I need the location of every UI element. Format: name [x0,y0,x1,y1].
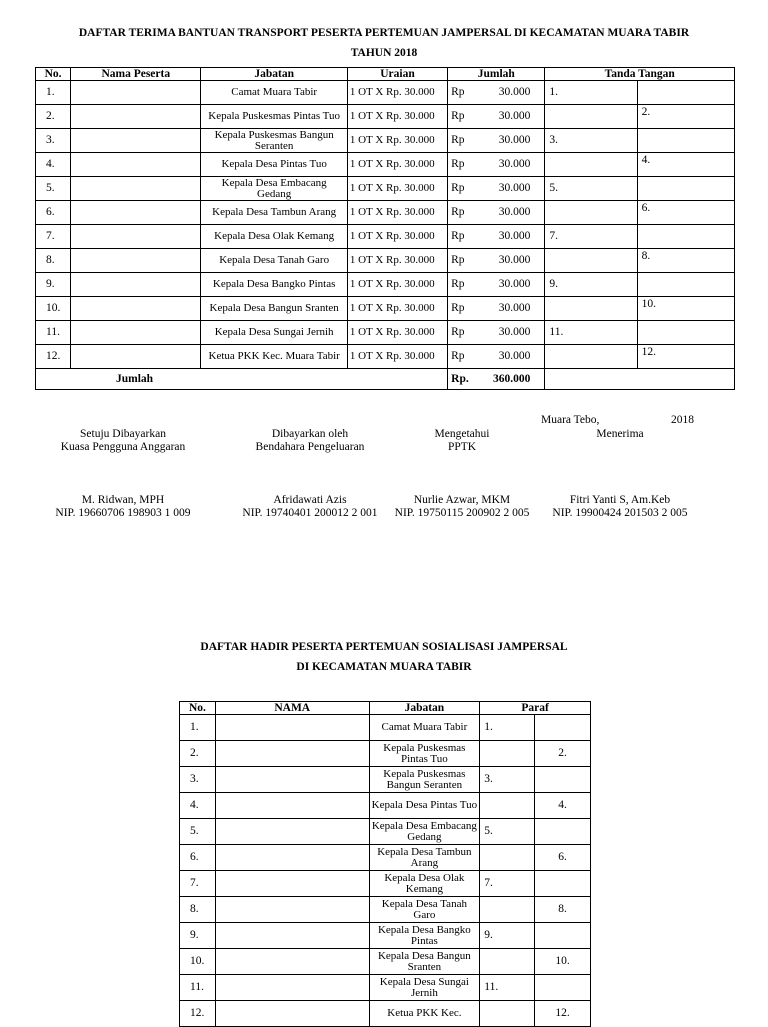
row-no: 10. [36,297,71,321]
amount-cell: 30.000 [478,321,545,345]
attendance-table [179,701,591,1027]
uraian-cell: 1 OT X Rp. 30.000 [347,297,447,321]
table-row [36,129,735,153]
jabatan-cell: Camat Muara Tabir [369,715,480,741]
transport-table [35,67,735,390]
uraian-cell: 1 OT X Rp. 30.000 [347,345,447,369]
nama-cell[interactable] [215,871,369,897]
row-no: 12. [36,345,71,369]
paraf-right-cell[interactable]: 6. [535,845,591,871]
signature-right-cell[interactable] [637,177,734,201]
rp-cell: Rp [448,105,478,129]
rp-cell: Rp [448,129,478,153]
total-blank [545,369,735,390]
nama-cell[interactable] [215,923,369,949]
paraf-right-cell[interactable] [535,819,591,845]
doc2-title: DAFTAR HADIR PESERTA PERTEMUAN SOSIALISASI JAMPERSAL [200,641,568,653]
table-header [36,68,735,81]
table-row [180,897,591,923]
nama-cell[interactable] [215,975,369,1001]
signer-nip: NIP. 19740401 200012 2 001 [242,507,378,519]
table-row [36,105,735,129]
signer-name: M. Ridwan, MPH [81,494,165,506]
paraf-right-cell[interactable]: 8. [535,897,591,923]
row-no: 10. [180,949,216,975]
paraf-right-cell[interactable] [535,871,591,897]
paraf-left-cell[interactable]: 11. [480,975,535,1001]
nama-cell[interactable] [215,897,369,923]
table-row [180,793,591,819]
nama-cell[interactable] [215,741,369,767]
rp-cell: Rp [448,153,478,177]
signer-name: Nurlie Azwar, MKM [413,494,511,506]
paraf-left-cell[interactable] [480,741,535,767]
signature-right-cell[interactable]: 2. [637,105,734,129]
paraf-left-cell[interactable]: 1. [480,715,535,741]
jabatan-cell: Ketua PKK Kec. Muara Tabir [201,345,347,369]
signature-left-cell[interactable] [545,201,637,225]
jabatan-cell: Kepala Desa Pintas Tuo [369,793,480,819]
signature-right-cell[interactable] [637,129,734,153]
signature-left-cell[interactable]: 11. [545,321,637,345]
year-text: 2018 [671,414,694,426]
sig-line2: Bendahara Pengeluaran [255,441,365,453]
nama-cell[interactable] [215,767,369,793]
jabatan-cell: Kepala Desa Olak Kemang [369,871,480,897]
jabatan-cell: Kepala Desa Embacang Gedang [201,177,347,201]
nama-cell[interactable] [215,793,369,819]
jabatan-cell: Kepala Desa Pintas Tuo [201,153,347,177]
nama-cell[interactable] [71,297,201,321]
jabatan-cell: Kepala Desa Bangun Sranten [369,949,480,975]
jabatan-cell: Kepala Desa Tanah Garo [369,897,480,923]
uraian-cell: 1 OT X Rp. 30.000 [347,81,447,105]
signer-bendahara [220,494,400,520]
signer-pptk [382,494,542,520]
table-row [36,201,735,225]
rp-cell: Rp [448,81,478,105]
signature-right-cell[interactable] [637,81,734,105]
jabatan-cell: Kepala Desa Bangko Pintas [201,273,347,297]
nama-cell[interactable] [215,715,369,741]
table-row [36,297,735,321]
uraian-cell: 1 OT X Rp. 30.000 [347,321,447,345]
uraian-cell: 1 OT X Rp. 30.000 [347,105,447,129]
table-row [180,1001,591,1027]
signature-right-cell[interactable]: 10. [637,297,734,321]
paraf-right-cell[interactable] [535,767,591,793]
sig-line1: Setuju Dibayarkan [80,428,166,440]
col-jabatan: Jabatan [369,702,480,715]
paraf-right-cell[interactable]: 10. [535,949,591,975]
row-no: 1. [180,715,216,741]
doc1-title: DAFTAR TERIMA BANTUAN TRANSPORT PESERTA PERTEMUAN JAMPERSAL DI KECAMATAN MUARA TABIR [78,27,690,39]
signature-left-cell[interactable]: 7. [545,225,637,249]
paraf-left-cell[interactable] [480,949,535,975]
signature-right-cell[interactable]: 12. [637,345,734,369]
signer-kpa [28,494,218,520]
jabatan-cell: Kepala Puskesmas Pintas Tuo [201,105,347,129]
sig-line1: Dibayarkan oleh [271,428,349,440]
nama-cell[interactable] [71,273,201,297]
table-header [180,702,591,715]
nama-cell[interactable] [215,949,369,975]
nama-cell[interactable] [71,249,201,273]
jabatan-cell: Kepala Desa Tambun Arang [201,201,347,225]
amount-cell: 30.000 [478,153,545,177]
amount-cell: 30.000 [478,177,545,201]
row-no: 9. [36,273,71,297]
col-uraian: Uraian [347,68,447,81]
nama-cell[interactable] [71,321,201,345]
uraian-cell: 1 OT X Rp. 30.000 [347,177,447,201]
signature-left-cell[interactable]: 1. [545,81,637,105]
row-no: 12. [180,1001,216,1027]
uraian-cell: 1 OT X Rp. 30.000 [347,129,447,153]
table-row [180,767,591,793]
table-row [180,845,591,871]
col-no: No. [180,702,216,715]
signature-block-kpa [38,428,208,454]
amount-cell: 30.000 [478,225,545,249]
col-nama: Nama Peserta [71,68,201,81]
col-jumlah: Jumlah [448,68,545,81]
nama-cell[interactable] [215,1001,369,1027]
row-no: 8. [180,897,216,923]
total-label: Jumlah [36,369,448,390]
signature-block-pptk [392,428,532,454]
uraian-cell: 1 OT X Rp. 30.000 [347,225,447,249]
place-date-text: Muara Tebo, [541,414,600,426]
jabatan-cell: Kepala Puskesmas Bangun Seranten [201,129,347,153]
rp-cell: Rp [448,297,478,321]
col-tanda-tangan: Tanda Tangan [545,68,735,81]
signature-block-bendahara [225,428,395,454]
row-no: 6. [180,845,216,871]
amount-cell: 30.000 [478,345,545,369]
col-paraf: Paraf [480,702,591,715]
jabatan-cell: Kepala Desa Bangko Pintas [369,923,480,949]
signer-nip: NIP. 19750115 200902 2 005 [394,507,530,519]
signature-left-cell[interactable]: 9. [545,273,637,297]
jabatan-cell: Kepala Desa Sungai Jernih [369,975,480,1001]
row-no: 7. [36,225,71,249]
nama-cell[interactable] [71,81,201,105]
table-row [36,321,735,345]
table-row [36,345,735,369]
rp-cell: Rp [448,273,478,297]
table-row [180,949,591,975]
table-row [180,923,591,949]
signer-name: Fitri Yanti S, Am.Keb [569,494,671,506]
jabatan-cell: Kepala Puskesmas Pintas Tuo [369,741,480,767]
paraf-left-cell[interactable] [480,1001,535,1027]
nama-cell[interactable] [71,345,201,369]
amount-cell: 30.000 [478,273,545,297]
total-row [36,369,735,390]
signer-nip: NIP. 19660706 198903 1 009 [55,507,191,519]
uraian-cell: 1 OT X Rp. 30.000 [347,249,447,273]
sig-line2: Kuasa Pengguna Anggaran [60,441,186,453]
paraf-right-cell[interactable] [535,715,591,741]
place-date [541,414,701,427]
row-no: 3. [180,767,216,793]
signature-left-cell[interactable] [545,105,637,129]
rp-cell: Rp [448,177,478,201]
uraian-cell: 1 OT X Rp. 30.000 [347,273,447,297]
jabatan-cell: Kepala Puskesmas Bangun Seranten [369,767,480,793]
table-row [36,177,735,201]
jabatan-cell: Kepala Desa Olak Kemang [201,225,347,249]
signature-right-cell[interactable] [637,225,734,249]
signature-block-penerima [560,428,680,441]
amount-cell: 30.000 [478,105,545,129]
signature-left-cell[interactable] [545,297,637,321]
amount-cell: 30.000 [478,249,545,273]
paraf-left-cell[interactable] [480,793,535,819]
table-row [180,741,591,767]
nama-cell[interactable] [71,105,201,129]
row-no: 11. [36,321,71,345]
uraian-cell: 1 OT X Rp. 30.000 [347,201,447,225]
row-no: 9. [180,923,216,949]
signature-left-cell[interactable]: 5. [545,177,637,201]
paraf-left-cell[interactable]: 3. [480,767,535,793]
signature-right-cell[interactable] [637,273,734,297]
row-no: 5. [36,177,71,201]
nama-cell[interactable] [71,177,201,201]
signature-right-cell[interactable] [637,321,734,345]
amount-cell: 30.000 [478,201,545,225]
paraf-right-cell[interactable] [535,975,591,1001]
signature-right-cell[interactable]: 4. [637,153,734,177]
signer-name: Afridawati Azis [273,494,347,506]
signature-left-cell[interactable] [545,345,637,369]
table-row [36,249,735,273]
row-no: 4. [36,153,71,177]
jabatan-cell: Ketua PKK Kec. [369,1001,480,1027]
table-row [36,153,735,177]
signature-left-cell[interactable]: 3. [545,129,637,153]
row-no: 3. [36,129,71,153]
amount-cell: 30.000 [478,81,545,105]
row-no: 8. [36,249,71,273]
row-no: 2. [180,741,216,767]
table-row [36,225,735,249]
row-no: 6. [36,201,71,225]
nama-cell[interactable] [71,225,201,249]
rp-cell: Rp [448,225,478,249]
signature-right-cell[interactable]: 8. [637,249,734,273]
jabatan-cell: Camat Muara Tabir [201,81,347,105]
table-row [36,81,735,105]
nama-cell[interactable] [215,819,369,845]
table-row [36,273,735,297]
rp-cell: Rp [448,321,478,345]
nama-cell[interactable] [71,129,201,153]
sig-line1: Menerima [596,428,644,440]
paraf-right-cell[interactable]: 12. [535,1001,591,1027]
sig-line1: Mengetahui [434,428,490,440]
paraf-left-cell[interactable]: 9. [480,923,535,949]
jabatan-cell: Kepala Desa Bangun Sranten [201,297,347,321]
paraf-left-cell[interactable] [480,845,535,871]
row-no: 1. [36,81,71,105]
nama-cell[interactable] [71,153,201,177]
amount-cell: 30.000 [478,129,545,153]
sig-line2: PPTK [447,441,477,453]
paraf-left-cell[interactable] [480,897,535,923]
signature-left-cell[interactable] [545,153,637,177]
col-nama: NAMA [215,702,369,715]
table-row [180,975,591,1001]
paraf-left-cell[interactable]: 7. [480,871,535,897]
paraf-right-cell[interactable]: 2. [535,741,591,767]
nama-cell[interactable] [215,845,369,871]
signature-left-cell[interactable] [545,249,637,273]
total-rp: Rp. [448,369,478,390]
uraian-cell: 1 OT X Rp. 30.000 [347,153,447,177]
doc1-year: TAHUN 2018 [350,47,418,59]
signer-penerima [545,494,695,520]
paraf-right-cell[interactable]: 4. [535,793,591,819]
table-row [180,715,591,741]
total-amount: 360.000 [478,369,545,390]
rp-cell: Rp [448,345,478,369]
rp-cell: Rp [448,201,478,225]
row-no: 5. [180,819,216,845]
table-row [180,819,591,845]
jabatan-cell: Kepala Desa Embacang Gedang [369,819,480,845]
doc2-subtitle: DI KECAMATAN MUARA TABIR [296,661,472,673]
row-no: 2. [36,105,71,129]
amount-cell: 30.000 [478,297,545,321]
paraf-right-cell[interactable] [535,923,591,949]
jabatan-cell: Kepala Desa Tambun Arang [369,845,480,871]
col-no: No. [36,68,71,81]
jabatan-cell: Kepala Desa Sungai Jernih [201,321,347,345]
signature-right-cell[interactable]: 6. [637,201,734,225]
col-jabatan: Jabatan [201,68,347,81]
row-no: 7. [180,871,216,897]
rp-cell: Rp [448,249,478,273]
paraf-left-cell[interactable]: 5. [480,819,535,845]
row-no: 11. [180,975,216,1001]
row-no: 4. [180,793,216,819]
jabatan-cell: Kepala Desa Tanah Garo [201,249,347,273]
table-row [180,871,591,897]
nama-cell[interactable] [71,201,201,225]
signer-nip: NIP. 19900424 201503 2 005 [552,507,688,519]
